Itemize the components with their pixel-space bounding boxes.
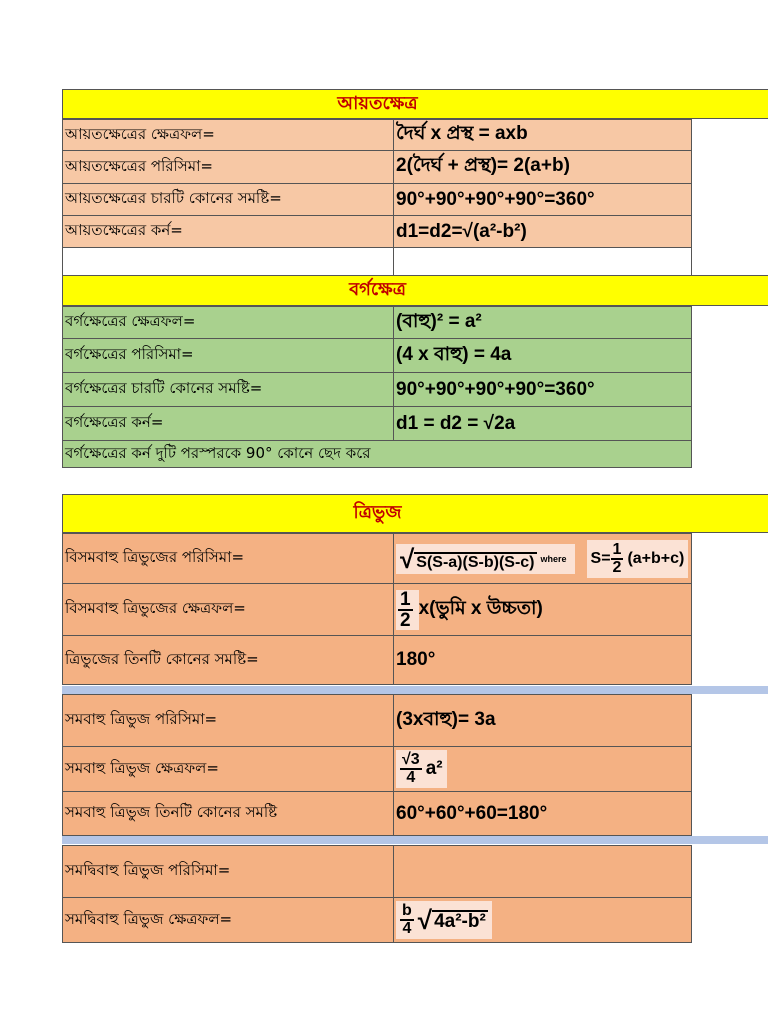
square-diagonal-label: বর্গক্ষেত্রের কর্ন= xyxy=(63,407,394,440)
empty-row xyxy=(62,247,692,275)
rect-diagonal-formula: d1=d2=√(a²-b²) xyxy=(396,220,527,242)
frac-den: 4 xyxy=(402,920,412,937)
rect-area-label: আয়তক্ষেত্রের ক্ষেত্রফল= xyxy=(63,120,394,150)
scalene-area-label: বিসমবাহু ত্রিভুজের ক্ষেত্রফল= xyxy=(63,584,394,635)
half-box xyxy=(396,590,419,630)
equi-area-box xyxy=(396,750,447,788)
square-angle-label: বর্গক্ষেত্রের চারটি কোনের সমষ্টি= xyxy=(63,373,394,406)
semi-perimeter-formula xyxy=(587,540,689,578)
separator xyxy=(62,686,768,694)
table-row xyxy=(62,183,692,215)
rectangle-header xyxy=(62,89,768,119)
square-header xyxy=(62,275,768,306)
sqrt-symbol: √ 4a²-b² xyxy=(417,905,486,935)
equi-area-formula xyxy=(394,747,691,791)
rect-diagonal-label: আয়তক্ষেত্রের কর্ন= xyxy=(63,216,394,247)
rect-area-formula: দৈর্ঘ x প্রস্থ = axb xyxy=(396,123,528,144)
square-note: বর্গক্ষেত্রের কর্ন দুটি পরস্পরকে 90° কোনে ছেদ করে xyxy=(65,443,371,462)
table-row xyxy=(62,372,692,406)
frac-den: 2 xyxy=(612,558,622,576)
iso-area-formula xyxy=(394,898,691,942)
half-fraction xyxy=(398,590,413,630)
square-title: বর্গক্ষেত্র xyxy=(349,279,406,300)
square-perimeter-label: বর্গক্ষেত্রের পরিসিমা= xyxy=(63,339,394,372)
iso-perimeter-label: সমদ্বিবাহু ত্রিভুজ পরিসিমা= xyxy=(63,846,394,897)
equi-perimeter-label: সমবাহু ত্রিভুজ পরিসিমা= xyxy=(63,695,394,746)
iso-perimeter-value xyxy=(394,846,691,897)
table-row xyxy=(62,897,692,943)
equi-area-label: সমবাহু ত্রিভুজ ক্ষেত্রফল= xyxy=(63,747,394,791)
equi-angle-value: 60°+60°+60=180° xyxy=(396,802,548,824)
square-perimeter-formula: (4 x বাহু) = 4a xyxy=(396,343,512,365)
half-fraction xyxy=(611,542,624,576)
rect-angle-label: আয়তক্ষেত্রের চারটি কোনের সমষ্টি= xyxy=(63,184,394,215)
triangle-header xyxy=(62,494,768,533)
table-row xyxy=(62,440,692,468)
heron-arg: S(S-a)(S-b)(S-c) xyxy=(416,553,535,571)
angle-sum-label: ত্রিভুজের তিনটি কোনের সমষ্টি= xyxy=(63,636,394,684)
frac-num: b xyxy=(402,902,412,919)
heron-formula xyxy=(396,544,575,574)
table-row xyxy=(62,533,692,583)
iso-area-label: সমদ্বিবাহু ত্রিভুজ ক্ষেত্রফল= xyxy=(63,898,394,942)
equi-angle-label: সমবাহু ত্রিভুজ তিনটি কোনের সমষ্টি xyxy=(63,792,394,835)
table-row xyxy=(62,845,692,897)
scalene-area-formula xyxy=(394,584,691,635)
scalene-perimeter-formula xyxy=(394,534,691,583)
empty-cell xyxy=(394,248,691,275)
s-lhs: S= xyxy=(590,549,611,567)
table-row xyxy=(62,635,692,685)
rect-perimeter-formula: 2(দৈর্ঘ + প্রস্থ)= 2(a+b) xyxy=(396,155,570,176)
frac-den: 4 xyxy=(406,769,416,786)
frac-den: 2 xyxy=(400,609,411,631)
scalene-perimeter-label: বিসমবাহু ত্রিভুজের পরিসিমা= xyxy=(63,534,394,583)
iso-area-box xyxy=(396,901,492,939)
sqrt3-fraction xyxy=(400,752,422,786)
rect-perimeter-label: আয়তক্ষেত্রের পরিসিমা= xyxy=(63,151,394,183)
sqrt-symbol: √ S(S-a)(S-b)(S-c) xyxy=(400,543,535,574)
separator xyxy=(62,836,768,844)
angle-sum-value: 180° xyxy=(396,649,436,670)
table-row xyxy=(62,338,692,372)
table-row xyxy=(62,119,692,150)
frac-num: √3 xyxy=(402,751,420,768)
table-row xyxy=(62,791,692,836)
where-text: where xyxy=(540,553,567,564)
rectangle-title: আয়তক্ষেত্র xyxy=(337,92,418,114)
table-row xyxy=(62,583,692,635)
square-diagonal-formula: d1 = d2 = √2a xyxy=(396,412,516,434)
table-row xyxy=(62,150,692,183)
square-area-label: বর্গক্ষেত্রের ক্ষেত্রফল= xyxy=(63,307,394,338)
equi-perimeter-value: (3xবাহু)= 3a xyxy=(396,708,496,730)
square-angle-formula: 90°+90°+90°+90°=360° xyxy=(396,378,595,400)
empty-cell xyxy=(63,248,394,275)
s-rest: (a+b+c) xyxy=(627,549,685,567)
triangle-title: ত্রিভুজ xyxy=(353,502,402,523)
table-row xyxy=(62,746,692,791)
frac-num: 1 xyxy=(400,588,411,610)
scalene-area-rest: x(ভুমি x উচ্চতা) xyxy=(418,597,543,619)
rect-angle-formula: 90°+90°+90°+90°=360° xyxy=(396,188,595,210)
table-row xyxy=(62,694,692,746)
frac-num: 1 xyxy=(612,540,622,558)
square-area-formula: (বাহু)² = a² xyxy=(396,310,482,332)
equi-rest: a² xyxy=(425,758,443,779)
b4-fraction xyxy=(400,903,414,937)
table-row xyxy=(62,406,692,440)
iso-arg: 4a²-b² xyxy=(434,911,486,933)
table-row xyxy=(62,306,692,338)
table-row xyxy=(62,215,692,247)
